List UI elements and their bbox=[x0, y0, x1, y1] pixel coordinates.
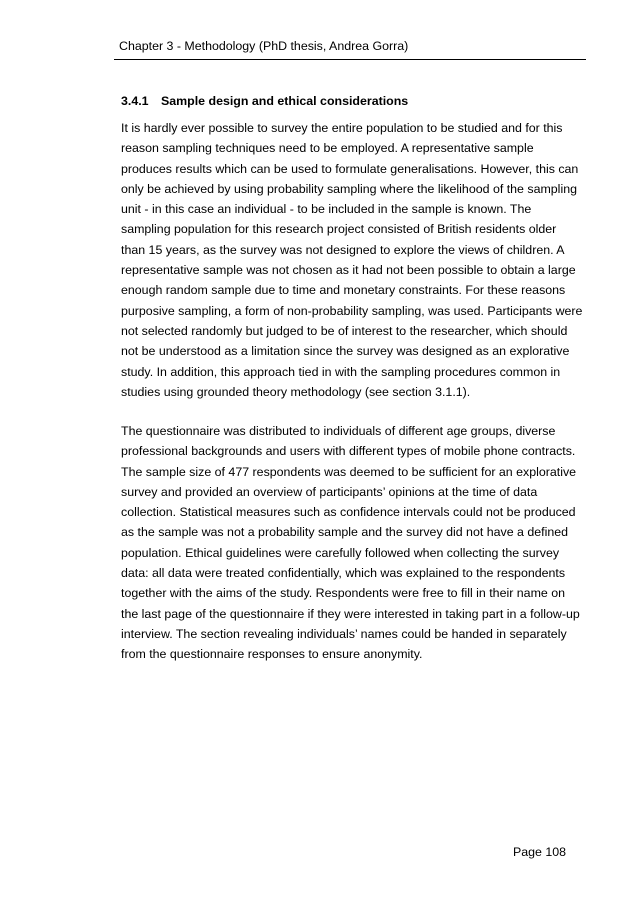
text-line: population. Ethical guidelines were carefully followed when collecting the survey bbox=[121, 545, 560, 560]
section-title: Sample design and ethical considerations bbox=[161, 94, 409, 108]
text-line: reason sampling techniques need to be employed. A representative sample bbox=[121, 141, 534, 156]
text-line: collection. Statistical measures such as confidence intervals could not be produced bbox=[121, 505, 576, 520]
text-line: data: all data were treated confidentially, which was explained to the respondents bbox=[121, 566, 566, 581]
text-line: It is hardly ever possible to survey the entire population to be studied and for this bbox=[121, 121, 563, 135]
section-number: 3.4.1 bbox=[121, 94, 149, 108]
running-header: Chapter 3 - Methodology (PhD thesis, Andrea Gorra) bbox=[119, 39, 409, 53]
paragraph-1 bbox=[121, 118, 582, 402]
text-line: unit - in this case an individual - to be included in the sample is known. The bbox=[121, 202, 532, 217]
text-line: interview. The section revealing individuals’ names could be handed in separately bbox=[121, 626, 567, 641]
paragraph-2 bbox=[121, 421, 580, 665]
text-line: the last page of the questionnaire if they were interested in taking part in a follow-up bbox=[121, 606, 580, 621]
text-line: studies using grounded theory methodology (see section 3.1.1). bbox=[121, 384, 471, 399]
text-line: than 15 years, as the survey was not designed to explore the views of children. A bbox=[121, 242, 565, 257]
text-line: not be understood as a limitation since the survey was designed as an explorative bbox=[121, 344, 570, 359]
text-line: not selected randomly but judged to be of interest to the researcher, which should bbox=[121, 323, 568, 338]
text-line: The sample size of 477 respondents was deemed to be sufficient for an explorative bbox=[121, 464, 577, 479]
text-line: representative sample was not chosen as it had not been possible to obtain a large bbox=[121, 263, 576, 278]
header-rule bbox=[114, 59, 586, 60]
text-line: study. In addition, this approach tied in with the sampling procedures common in bbox=[121, 364, 561, 379]
text-line: produces results which can be used to formulate generalisations. However, this can bbox=[121, 161, 579, 176]
text-line: professional backgrounds and users with different types of mobile phone contracts. bbox=[121, 444, 576, 459]
section-heading bbox=[121, 93, 408, 109]
text-line: as the sample was not a probability sample and the survey did not have a defined bbox=[121, 525, 569, 540]
text-line: survey and provided an overview of participants’ opinions at the time of data bbox=[121, 484, 538, 499]
text-line: purposive sampling, a form of non-probability sampling, was used. Participants were bbox=[121, 303, 583, 318]
text-line: only be achieved by using probability sampling where the likelihood of the sampling bbox=[121, 181, 577, 196]
text-line: sampling population for this research project consisted of British residents older bbox=[121, 222, 557, 237]
text-line: together with the aims of the study. Respondents were free to fill in their name on bbox=[121, 586, 566, 601]
text-line: enough random sample due to time and monetary constraints. For these reasons bbox=[121, 283, 566, 298]
text-line: from the questionnaire responses to ensure anonymity. bbox=[121, 647, 423, 662]
page-number: Page 108 bbox=[512, 845, 566, 859]
text-line: The questionnaire was distributed to individuals of different age groups, diverse bbox=[121, 424, 556, 438]
